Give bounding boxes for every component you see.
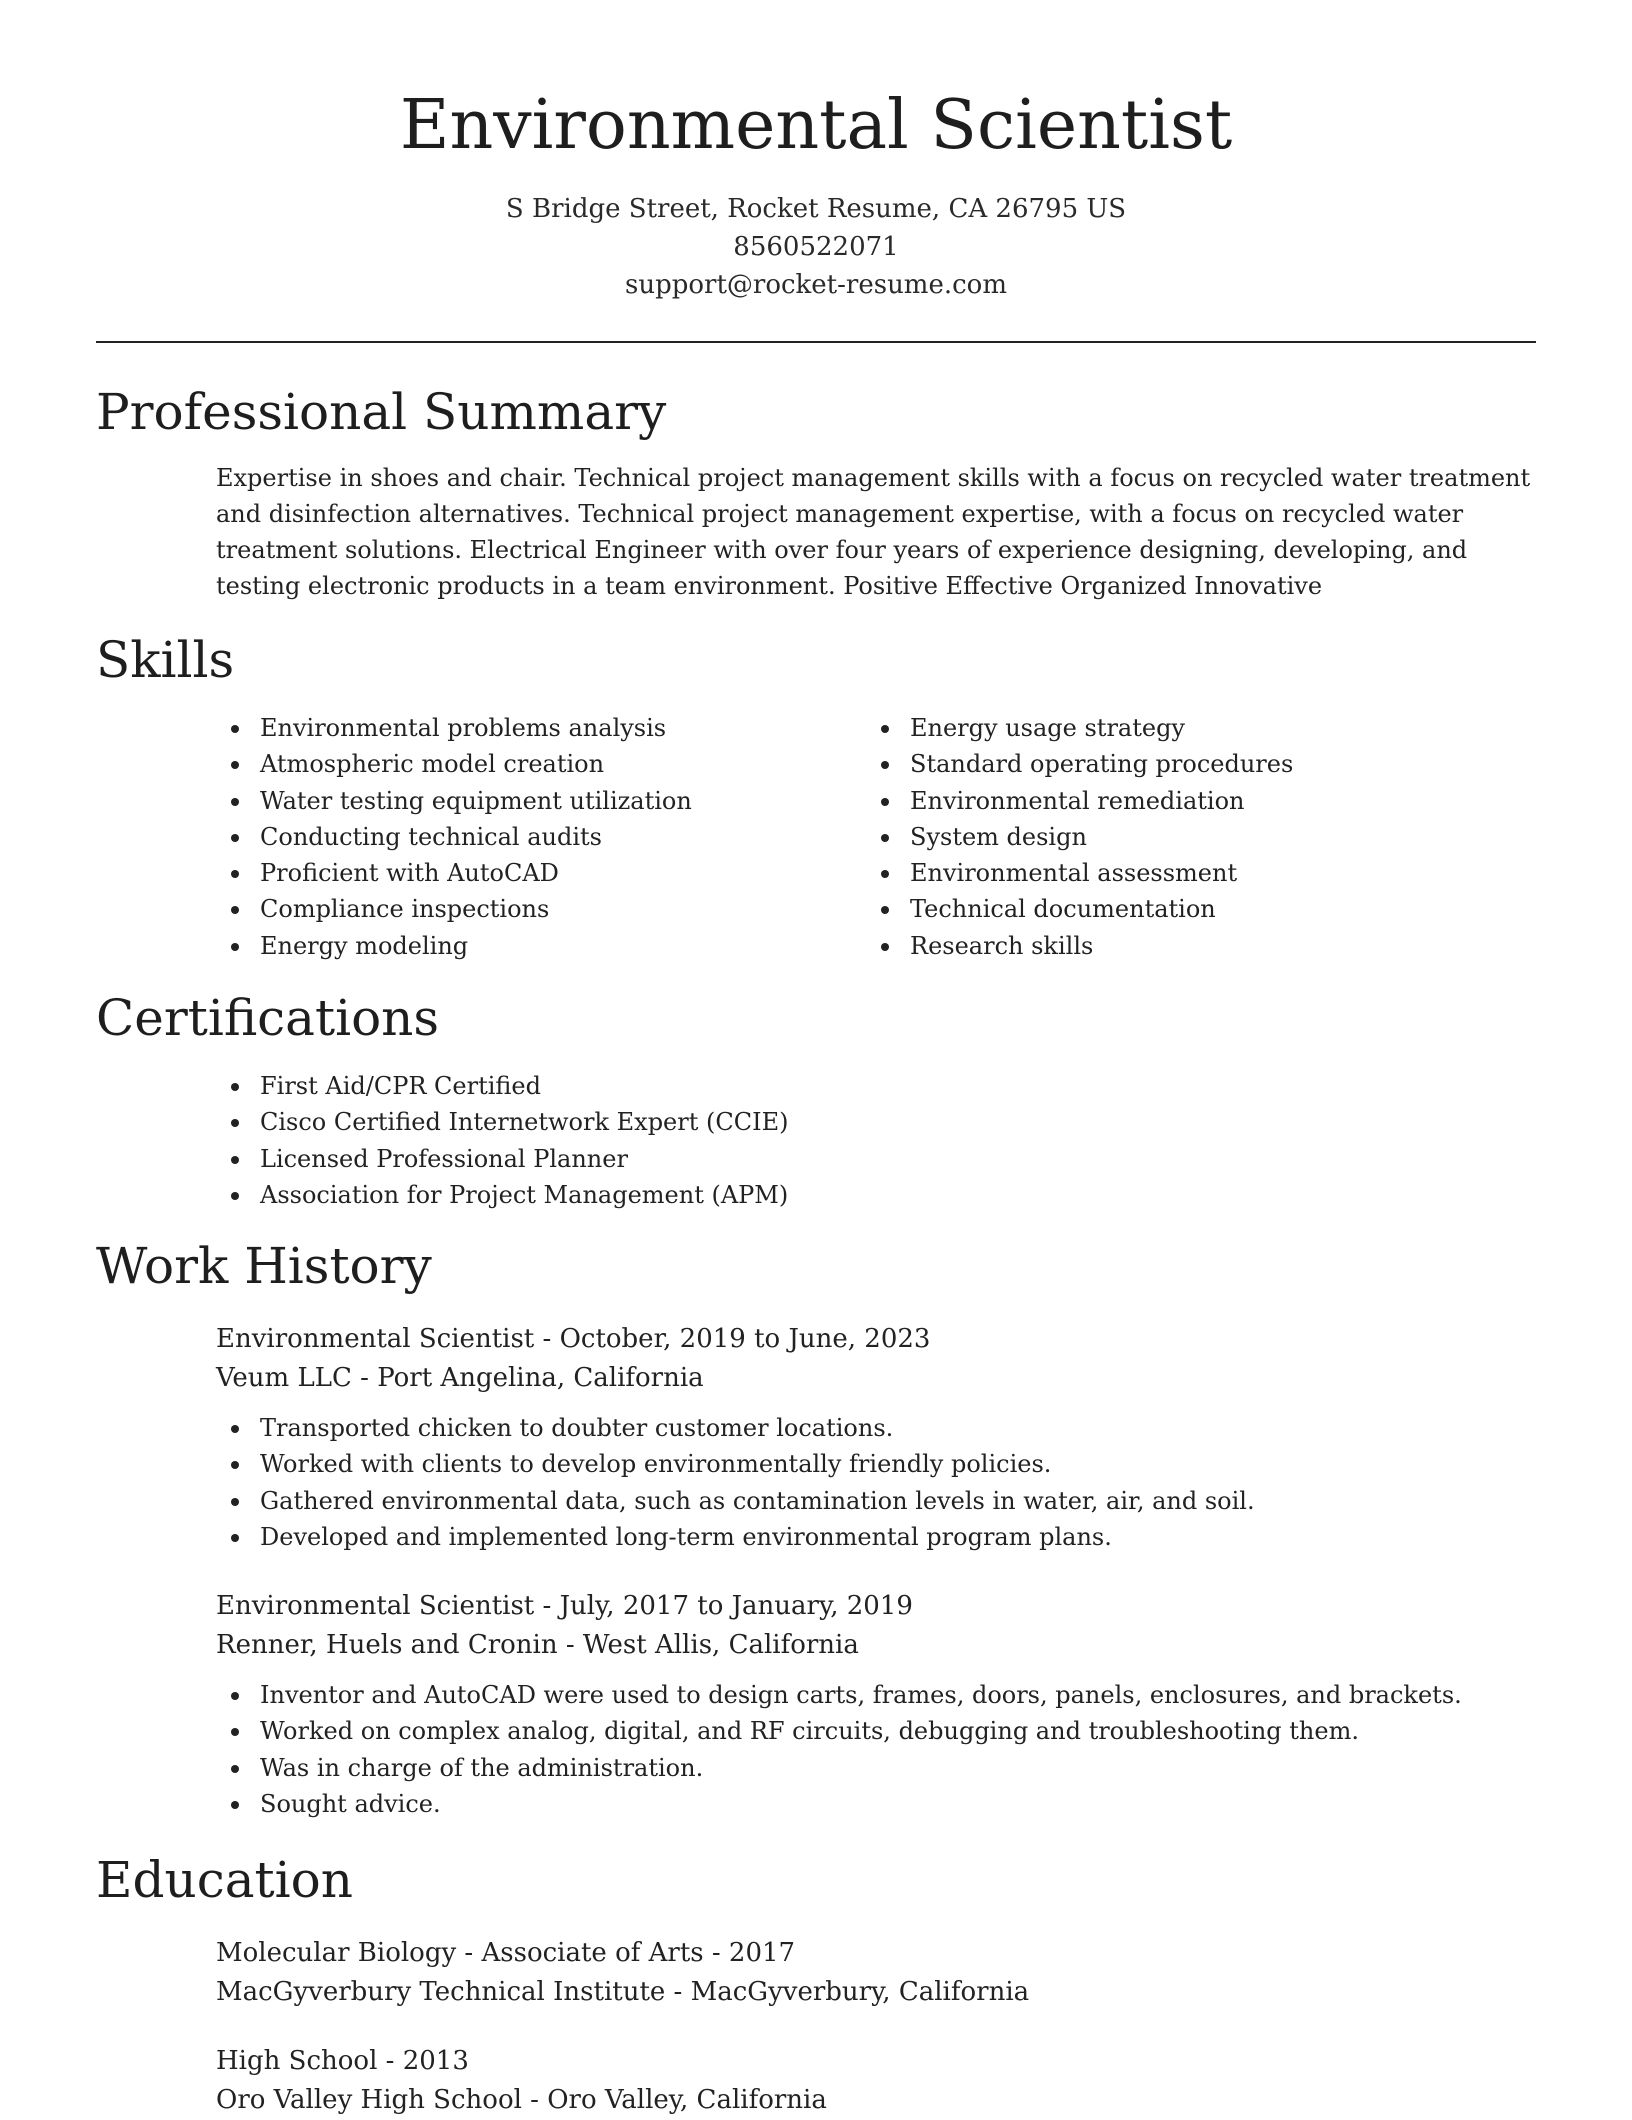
skill-item: Environmental problems analysis <box>216 710 866 746</box>
degree-line: High School - 2013 <box>216 2046 469 2076</box>
certifications-heading: Certifications <box>96 989 440 1047</box>
skill-item: Atmospheric model creation <box>216 746 866 782</box>
school-name: MacGyverbury Technical Institute <box>216 1977 666 2007</box>
job-dates: - July, 2017 to January, 2019 <box>534 1591 913 1622</box>
certification-item: Cisco Certified Internetwork Expert (CCIE) <box>216 1104 1536 1140</box>
contact-block <box>0 190 1632 304</box>
job-bullet: Transported chicken to doubter customer locations. <box>216 1410 1536 1446</box>
job-company-line <box>216 1359 1536 1398</box>
school-location: - Oro Valley, California <box>521 2085 827 2115</box>
summary-heading: Professional Summary <box>96 383 667 441</box>
certification-item: Association for Project Management (APM) <box>216 1177 1536 1213</box>
job-bullet: Developed and implemented long-term environmental program plans. <box>216 1519 1536 1555</box>
school-name: Oro Valley High School <box>216 2085 522 2115</box>
school-line <box>216 1973 1536 2012</box>
skill-item: Energy modeling <box>216 928 866 964</box>
certifications-list <box>216 1068 1536 1213</box>
job-bullet: Gathered environmental data, such as contamination levels in water, air, and soil. <box>216 1483 1536 1519</box>
school-location: - MacGyverbury, California <box>665 1977 1030 2007</box>
skill-item: Environmental remediation <box>866 783 1516 819</box>
skill-item: Environmental assessment <box>866 855 1516 891</box>
job-dates: - October, 2019 to June, 2023 <box>534 1324 931 1354</box>
job-title: Environmental Scientist <box>216 1324 535 1354</box>
skill-item: Proficient with AutoCAD <box>216 855 866 891</box>
job-bullet: Worked on complex analog, digital, and RF circuits, debugging and troubleshooting them. <box>216 1713 1536 1749</box>
school-line <box>216 2081 1536 2120</box>
skill-item: Standard operating procedures <box>866 746 1516 782</box>
education-heading: Education <box>96 1851 353 1909</box>
job-company: Renner, Huels and Cronin <box>216 1630 558 1661</box>
skills-list-right <box>866 710 1516 964</box>
work-history-heading: Work History <box>96 1237 432 1295</box>
skill-item: Water testing equipment utilization <box>216 783 866 819</box>
certifications-section <box>96 988 1536 1213</box>
job-bullet: Was in charge of the administration. <box>216 1750 1536 1786</box>
job-title-line <box>216 1320 1536 1359</box>
job-bullets <box>216 1410 1536 1555</box>
education-entry <box>216 1934 1536 2012</box>
skill-item: System design <box>866 819 1516 855</box>
job-company: Veum LLC <box>216 1363 352 1393</box>
skill-item: Research skills <box>866 928 1516 964</box>
skills-list-left <box>216 710 866 964</box>
contact-address: S Bridge Street, Rocket Resume, CA 26795 US <box>505 194 1127 224</box>
summary-text: Expertise in shoes and chair. Technical project management skills with a focus on recycled water treatment and disinfection alternatives. Technical project management expertise, with a focus on recycled water treatment solutions. Electrical Engineer with over four years of experience designing, developing, and testing electronic products in a team environment. Positive Effective Organized Innovative <box>216 464 1531 600</box>
work-history-section <box>96 1236 1536 1822</box>
skills-heading: Skills <box>96 631 235 689</box>
skill-item: Energy usage strategy <box>866 710 1516 746</box>
job-location: - West Allis, California <box>557 1630 859 1661</box>
job-entry <box>216 1587 1536 1822</box>
degree-line: Molecular Biology - Associate of Arts - 2017 <box>216 1938 796 1968</box>
skills-columns <box>216 710 1536 964</box>
resume-name: Environmental Scientist <box>399 86 1233 165</box>
job-bullet: Inventor and AutoCAD were used to design carts, frames, doors, panels, enclosures, and brackets. <box>216 1677 1536 1713</box>
education-section <box>96 1850 1536 2120</box>
job-title-line <box>216 1587 1536 1626</box>
skills-section <box>96 630 1536 964</box>
skill-item: Compliance inspections <box>216 891 866 927</box>
skill-item: Technical documentation <box>866 891 1516 927</box>
job-title: Environmental Scientist <box>216 1591 535 1622</box>
certification-item: Licensed Professional Planner <box>216 1141 1536 1177</box>
education-entry <box>216 2042 1536 2120</box>
job-entry <box>216 1320 1536 1555</box>
job-company-line <box>216 1626 1536 1665</box>
contact-email: support@rocket-resume.com <box>624 270 1007 300</box>
job-bullet: Worked with clients to develop environmentally friendly policies. <box>216 1446 1536 1482</box>
certification-item: First Aid/CPR Certified <box>216 1068 1536 1104</box>
skill-item: Conducting technical audits <box>216 819 866 855</box>
job-bullets <box>216 1677 1536 1822</box>
contact-phone: 8560522071 <box>733 232 899 262</box>
header-divider <box>96 341 1536 343</box>
job-bullet: Sought advice. <box>216 1786 1536 1822</box>
resume-header <box>0 0 1632 304</box>
job-location: - Port Angelina, California <box>351 1363 704 1393</box>
summary-section <box>96 382 1536 604</box>
